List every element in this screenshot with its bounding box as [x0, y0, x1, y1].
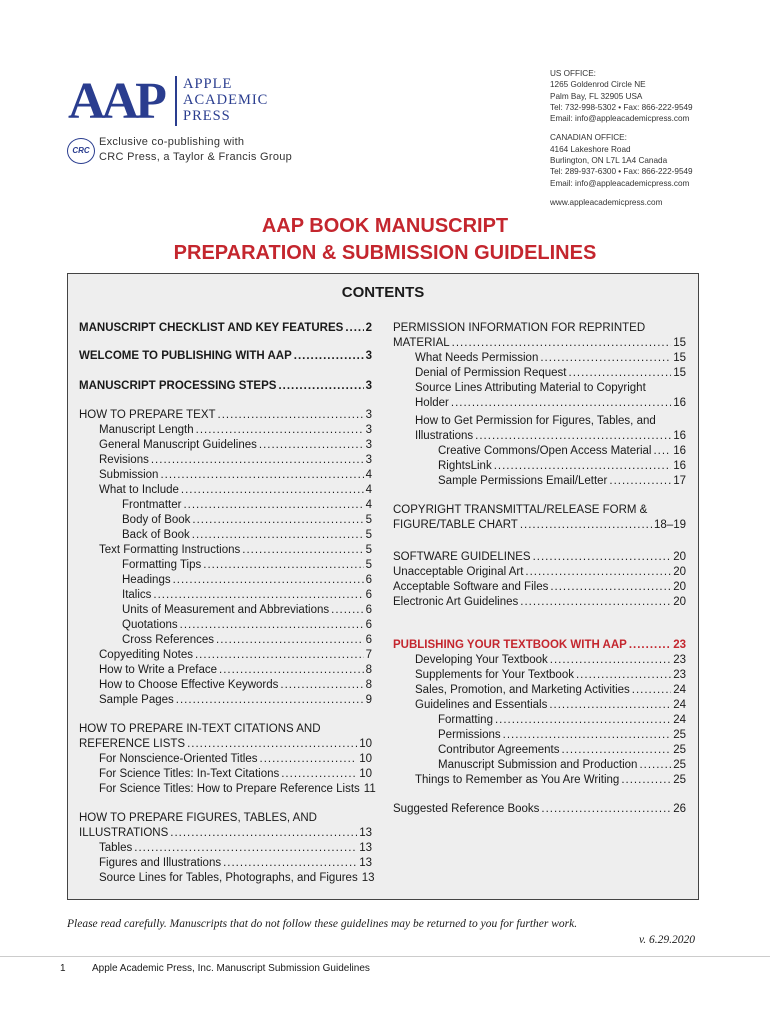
toc-leader-dots	[203, 558, 363, 573]
toc-entry-page: 3	[365, 439, 372, 451]
toc-entry-page: 8	[365, 664, 372, 676]
toc-entry-label: How to Get Permission for Figures, Tables, and	[415, 415, 656, 427]
toc-entry[interactable]	[393, 580, 686, 595]
toc-leader-dots	[160, 468, 363, 483]
page-number: 1	[60, 963, 66, 974]
toc-entry[interactable]	[99, 856, 372, 871]
toc-entry-page: 5	[365, 529, 372, 541]
toc-entry-page: 3	[365, 409, 372, 421]
toc-entry-label: WELCOME TO PUBLISHING WITH AAP	[79, 350, 292, 362]
toc-leader-dots	[151, 453, 364, 468]
toc-entry[interactable]	[99, 648, 372, 663]
footer-text: Apple Academic Press, Inc. Manuscript Submission Guidelines	[92, 963, 370, 974]
website-link[interactable]: www.appleacademicpress.com	[550, 197, 663, 207]
toc-leader-dots	[629, 638, 671, 653]
toc-entry[interactable]	[438, 459, 686, 474]
toc-entry[interactable]	[99, 663, 372, 678]
toc-leader-dots	[653, 444, 671, 459]
toc-entry-page: 13	[359, 842, 372, 854]
toc-entry[interactable]	[99, 453, 372, 468]
toc-leader-dots	[533, 550, 672, 565]
toc-entry[interactable]	[393, 518, 686, 533]
toc-entry-page: 3	[365, 350, 372, 362]
toc-entry[interactable]	[99, 423, 372, 438]
toc-entry[interactable]	[79, 349, 372, 364]
toc-entry-label: Sample Pages	[99, 694, 174, 706]
toc-entry[interactable]	[122, 528, 372, 543]
toc-entry-page: 13	[361, 872, 375, 884]
toc-entry[interactable]	[438, 728, 686, 743]
toc-entry[interactable]	[393, 550, 686, 565]
toc-entry-label: Developing Your Textbook	[415, 654, 548, 666]
title-line: AAP BOOK MANUSCRIPT	[261, 215, 509, 237]
toc-leader-dots	[494, 459, 672, 474]
address-line: Burlington, ON L7L 1A4 Canada	[550, 156, 668, 166]
toc-leader-dots	[176, 693, 364, 708]
toc-entry-page: 23	[673, 639, 686, 651]
toc-entry-page: 8	[365, 679, 372, 691]
toc-leader-dots	[192, 513, 363, 528]
toc-entry[interactable]	[393, 802, 686, 817]
toc-leader-dots	[451, 396, 671, 411]
toc-entry-label: RightsLink	[438, 460, 492, 472]
toc-entry-page: 24	[673, 699, 686, 711]
toc-entry-label: HOW TO PREPARE FIGURES, TABLES, AND	[79, 812, 317, 824]
toc-entry-label: Illustrations	[415, 430, 474, 442]
toc-entry-label: PERMISSION INFORMATION FOR REPRINTED	[393, 322, 646, 334]
toc-entry-label: Quotations	[122, 619, 178, 631]
toc-leader-dots	[550, 653, 671, 668]
toc-entry-label: Body of Book	[122, 514, 191, 526]
toc-leader-dots	[195, 648, 364, 663]
toc-entry-page: 6	[365, 604, 372, 616]
toc-entry-label: Supplements for Your Textbook	[415, 669, 574, 681]
address-line: Palm Bay, FL 32905 USA	[550, 91, 643, 101]
toc-entry-label: Italics	[122, 589, 152, 601]
toc-leader-dots	[259, 438, 364, 453]
toc-entry-label: For Science Titles: How to Prepare Reference Lists	[99, 783, 360, 795]
toc-entry-page: 26	[673, 803, 686, 815]
toc-entry-page: 16	[673, 430, 686, 442]
toc-entry-label: HOW TO PREPARE IN-TEXT CITATIONS AND	[79, 723, 321, 735]
title-line: PREPARATION & SUBMISSION GUIDELINES	[173, 242, 597, 264]
logo-word: ACADEMIC	[183, 92, 269, 108]
crc-logo-icon: CRC	[67, 138, 95, 164]
toc-entry-page: 4	[365, 469, 372, 481]
toc-entry[interactable]	[415, 668, 686, 683]
logo-letters: AAP	[68, 73, 163, 130]
toc-leader-dots	[260, 752, 358, 767]
toc-entry-label: Copyediting Notes	[99, 649, 193, 661]
toc-entry-page: 16	[673, 445, 686, 457]
toc-entry-page: 24	[673, 714, 686, 726]
toc-entry[interactable]	[438, 474, 686, 489]
toc-leader-dots	[218, 408, 364, 423]
page-title	[0, 213, 770, 267]
toc-leader-dots	[475, 429, 671, 444]
toc-leader-dots	[192, 528, 364, 543]
phone-line: Tel: 732-998-5302 • Fax: 866-222-9549	[550, 102, 693, 112]
toc-entry-label: Frontmatter	[122, 499, 182, 511]
toc-leader-dots	[331, 603, 363, 618]
toc-leader-dots	[503, 728, 672, 743]
toc-leader-dots	[540, 351, 671, 366]
toc-entry[interactable]	[122, 558, 372, 573]
toc-entry-page: 15	[673, 337, 686, 349]
warning-note: Please read carefully. Manuscripts that do not follow these guidelines may be returned to you for further work.	[67, 918, 578, 930]
toc-entry[interactable]	[415, 653, 686, 668]
toc-entry-label: Holder	[415, 397, 449, 409]
toc-entry[interactable]	[415, 351, 686, 366]
toc-entry-page: 20	[673, 581, 686, 593]
toc-entry-label: HOW TO PREPARE TEXT	[79, 409, 216, 421]
toc-entry[interactable]	[99, 693, 372, 708]
toc-entry-page: 5	[365, 559, 372, 571]
toc-entry[interactable]	[122, 513, 372, 528]
toc-entry[interactable]	[122, 618, 372, 633]
toc-entry-label: Guidelines and Essentials	[415, 699, 548, 711]
toc-entry-page: 13	[359, 857, 372, 869]
toc-entry-page: 9	[365, 694, 372, 706]
toc-entry[interactable]	[99, 483, 372, 498]
toc-entry-label: MATERIAL	[393, 337, 450, 349]
toc-entry-label: Sample Permissions Email/Letter	[438, 475, 608, 487]
toc-entry-label: For Science Titles: In-Text Citations	[99, 768, 280, 780]
toc-entry[interactable]	[393, 565, 686, 580]
toc-leader-dots	[621, 773, 671, 788]
toc-leader-dots	[609, 474, 671, 489]
toc-entry[interactable]	[79, 826, 372, 841]
toc-entry[interactable]	[415, 683, 686, 698]
toc-entry-page: 3	[365, 454, 372, 466]
logo-wordmark	[183, 76, 268, 124]
toc-entry-label: FIGURE/TABLE CHART	[393, 519, 518, 531]
toc-leader-dots	[550, 580, 671, 595]
toc-entry-label: Sales, Promotion, and Marketing Activities	[415, 684, 630, 696]
toc-entry-page: 15	[673, 352, 686, 364]
toc-leader-dots	[525, 565, 671, 580]
toc-leader-dots	[187, 737, 357, 752]
toc-entry-page: 3	[365, 424, 372, 436]
toc-entry-page: 20	[673, 551, 686, 563]
toc-entry-page: 10	[359, 768, 372, 780]
publisher-logo	[68, 74, 288, 130]
toc-leader-dots	[520, 518, 652, 533]
toc-leader-dots	[242, 543, 363, 558]
canadian-office-label: CANADIAN OFFICE:	[550, 133, 627, 143]
toc-entry-label: Source Lines for Tables, Photographs, and Figures	[99, 872, 358, 884]
toc-entry[interactable]	[79, 321, 372, 336]
toc-entry[interactable]	[438, 713, 686, 728]
contents-heading: CONTENTS	[341, 284, 425, 301]
toc-entry-page: 4	[365, 484, 372, 496]
toc-entry-page: 5	[365, 514, 372, 526]
toc-entry-page: 20	[673, 566, 686, 578]
office-contact-block	[550, 68, 693, 208]
toc-entry-label: How to Choose Effective Keywords	[99, 679, 279, 691]
toc-entry-label: Formatting	[438, 714, 493, 726]
toc-entry-page: 15	[673, 367, 686, 379]
toc-leader-dots	[549, 698, 671, 713]
footer-divider	[0, 956, 770, 957]
toc-entry[interactable]	[393, 638, 686, 653]
toc-entry[interactable]	[438, 758, 686, 773]
toc-leader-dots	[345, 321, 363, 336]
toc-entry-label: Electronic Art Guidelines	[393, 596, 519, 608]
toc-entry-page: 6	[365, 619, 372, 631]
toc-entry-page: 18–19	[654, 519, 686, 531]
toc-entry-page: 24	[673, 684, 686, 696]
toc-entry-label: Revisions	[99, 454, 149, 466]
logo-word: PRESS	[183, 108, 231, 124]
toc-entry[interactable]	[122, 603, 372, 618]
toc-entry-page: 5	[365, 544, 372, 556]
toc-entry-page: 16	[673, 460, 686, 472]
toc-entry[interactable]	[99, 438, 372, 453]
email-line: Email: info@appleacademicpress.com	[550, 114, 690, 124]
toc-leader-dots	[294, 349, 364, 364]
address-line: 1265 Goldenrod Circle NE	[550, 80, 646, 90]
toc-entry[interactable]	[79, 722, 372, 737]
toc-entry[interactable]	[415, 698, 686, 713]
toc-entry-page: 2	[365, 322, 372, 334]
toc-entry[interactable]	[122, 498, 372, 513]
toc-entry-page: 16	[673, 397, 686, 409]
toc-entry-label: Things to Remember as You Are Writing	[415, 774, 620, 786]
toc-entry-page: 6	[365, 589, 372, 601]
toc-entry-label: Source Lines Attributing Material to Copyright	[415, 382, 646, 394]
toc-entry-label: COPYRIGHT TRANSMITTAL/RELEASE FORM &	[393, 504, 648, 516]
toc-leader-dots	[153, 588, 363, 603]
toc-entry[interactable]	[415, 429, 686, 444]
toc-entry-page: 25	[673, 774, 686, 786]
toc-leader-dots	[569, 366, 672, 381]
toc-entry-label: Units of Measurement and Abbreviations	[122, 604, 330, 616]
toc-entry-page: 13	[359, 827, 372, 839]
phone-line: Tel: 289-937-6300 • Fax: 866-222-9549	[550, 167, 693, 177]
toc-entry[interactable]	[79, 408, 372, 423]
toc-entry[interactable]	[415, 396, 686, 411]
toc-entry-label: ILLUSTRATIONS	[79, 827, 169, 839]
toc-entry-page: 17	[673, 475, 686, 487]
toc-entry[interactable]	[122, 588, 372, 603]
toc-entry-page: 23	[673, 654, 686, 666]
toc-entry-label: Text Formatting Instructions	[99, 544, 241, 556]
toc-entry[interactable]	[415, 381, 686, 396]
toc-entry-page: 6	[365, 574, 372, 586]
toc-entry-page: 25	[673, 759, 686, 771]
toc-leader-dots	[216, 633, 364, 648]
toc-entry-label: General Manuscript Guidelines	[99, 439, 257, 451]
toc-entry[interactable]	[415, 773, 686, 788]
toc-entry[interactable]	[99, 767, 372, 782]
version-label: v. 6.29.2020	[638, 934, 695, 946]
toc-entry-page: 23	[673, 669, 686, 681]
logo-word: APPLE	[183, 76, 233, 92]
toc-entry[interactable]	[99, 678, 372, 693]
toc-entry-label: How to Write a Preface	[99, 664, 218, 676]
address-line: 4164 Lakeshore Road	[550, 144, 631, 154]
toc-entry-label: Manuscript Length	[99, 424, 194, 436]
toc-entry[interactable]	[79, 737, 372, 752]
toc-entry[interactable]	[99, 841, 372, 856]
toc-entry[interactable]	[393, 321, 686, 336]
copublishing-line: CRC Press, a Taylor & Francis Group	[99, 151, 293, 163]
toc-entry[interactable]	[99, 468, 372, 483]
toc-leader-dots	[278, 379, 363, 394]
toc-entry[interactable]	[99, 871, 375, 886]
toc-entry-page: 25	[673, 744, 686, 756]
toc-entry[interactable]	[79, 811, 372, 826]
toc-leader-dots	[196, 423, 364, 438]
toc-entry-label: Tables	[99, 842, 133, 854]
toc-entry-page: 6	[365, 634, 372, 646]
toc-entry[interactable]	[122, 633, 372, 648]
toc-leader-dots	[173, 573, 364, 588]
toc-entry[interactable]	[393, 336, 686, 351]
toc-entry[interactable]	[438, 743, 686, 758]
toc-entry-label: Figures and Illustrations	[99, 857, 222, 869]
toc-entry-label: Formatting Tips	[122, 559, 202, 571]
toc-leader-dots	[541, 802, 671, 817]
toc-entry-label: For Nonscience-Oriented Titles	[99, 753, 258, 765]
toc-entry[interactable]	[438, 444, 686, 459]
toc-leader-dots	[639, 758, 671, 773]
toc-entry-label: SOFTWARE GUIDELINES	[393, 551, 531, 563]
toc-entry-page: 10	[359, 753, 372, 765]
toc-entry-label: Headings	[122, 574, 171, 586]
toc-entry-page: 10	[359, 738, 372, 750]
toc-entry-label: What to Include	[99, 484, 179, 496]
toc-entry[interactable]	[99, 543, 372, 558]
toc-leader-dots	[219, 663, 364, 678]
toc-leader-dots	[495, 713, 671, 728]
toc-entry-label: MANUSCRIPT CHECKLIST AND KEY FEATURES	[79, 322, 344, 334]
toc-entry-page: 11	[363, 783, 376, 795]
toc-leader-dots	[632, 683, 671, 698]
toc-entry[interactable]	[415, 366, 686, 381]
toc-leader-dots	[181, 483, 364, 498]
toc-leader-dots	[183, 498, 363, 513]
toc-leader-dots	[520, 595, 671, 610]
toc-entry-page: 25	[673, 729, 686, 741]
toc-entry-label: MANUSCRIPT PROCESSING STEPS	[79, 380, 277, 392]
toc-leader-dots	[576, 668, 671, 683]
toc-leader-dots	[180, 618, 364, 633]
toc-leader-dots	[452, 336, 672, 351]
toc-entry[interactable]	[415, 414, 686, 429]
toc-entry-label: Acceptable Software and Files	[393, 581, 549, 593]
toc-entry[interactable]	[79, 379, 372, 394]
toc-entry-label: PUBLISHING YOUR TEXTBOOK WITH AAP	[393, 639, 627, 651]
toc-entry-label: Contributor Agreements	[438, 744, 560, 756]
toc-leader-dots	[134, 841, 357, 856]
toc-entry[interactable]	[393, 595, 686, 610]
toc-entry-label: Permissions	[438, 729, 501, 741]
toc-entry-label: Submission	[99, 469, 159, 481]
toc-entry-label: Creative Commons/Open Access Material	[438, 445, 652, 457]
toc-entry-page: 4	[365, 499, 372, 511]
toc-leader-dots	[280, 678, 363, 693]
toc-leader-dots	[170, 826, 357, 841]
toc-entry[interactable]	[99, 782, 376, 797]
toc-entry[interactable]	[122, 573, 372, 588]
copublishing-line: Exclusive co-publishing with	[99, 136, 245, 148]
logo-divider	[175, 76, 177, 126]
copublishing-note	[99, 135, 292, 165]
toc-leader-dots	[223, 856, 357, 871]
toc-entry-label: Unacceptable Original Art	[393, 566, 524, 578]
toc-leader-dots	[281, 767, 357, 782]
toc-entry-label: Denial of Permission Request	[415, 367, 567, 379]
email-line: Email: info@appleacademicpress.com	[550, 178, 690, 188]
toc-entry-label: What Needs Permission	[415, 352, 539, 364]
toc-entry[interactable]	[99, 752, 372, 767]
toc-entry-page: 3	[365, 380, 372, 392]
toc-entry-label: Cross References	[122, 634, 215, 646]
toc-entry-page: 20	[673, 596, 686, 608]
toc-entry[interactable]	[393, 503, 686, 518]
toc-entry-label: REFERENCE LISTS	[79, 738, 186, 750]
toc-entry-page: 7	[365, 649, 372, 661]
toc-leader-dots	[561, 743, 671, 758]
toc-entry-label: Manuscript Submission and Production	[438, 759, 638, 771]
toc-entry-label: Back of Book	[122, 529, 190, 541]
us-office-label: US OFFICE:	[550, 69, 596, 78]
toc-entry-label: Suggested Reference Books	[393, 803, 540, 815]
